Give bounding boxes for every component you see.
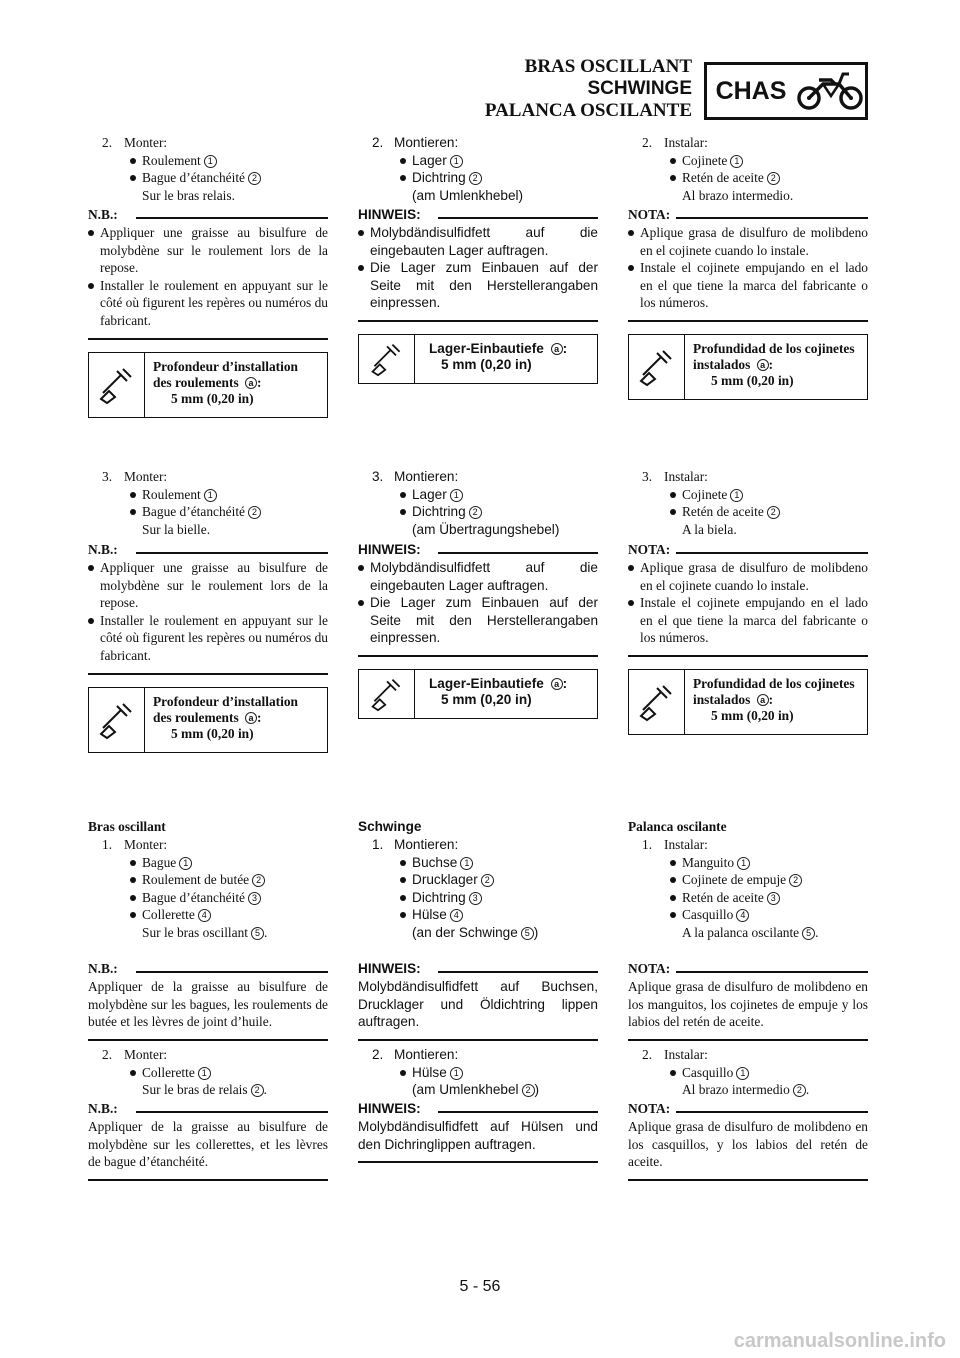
es-step-5: 2. Instalar: Casquillo 1 Al brazo intermedio 2 . <box>628 1046 868 1099</box>
list-item: Dichtring 2 <box>398 503 598 521</box>
list-item: Roulement 1 <box>128 152 328 170</box>
fr-note-4: N.B.: Appliquer de la graisse au bisulfure de molybdène sur les collerettes, et les lèvres de bague d’étanchéité. <box>88 1100 328 1181</box>
fr-step-4: 1. Monter: Bague 1 Roulement de butée 2 Bague d’étanchéité 3 Collerette 4 Sur le bras oscillant 5 . <box>88 836 328 942</box>
watermark: carmanualsonline.info <box>733 1330 946 1352</box>
title-de: SCHWINGE <box>587 78 692 99</box>
list-item: Hülse 1 <box>398 1064 598 1082</box>
es-step-2: 2. Instalar: Cojinete 1 Retén de aceite 2 Al brazo intermedio. <box>628 134 868 204</box>
title-es: PALANCA OSCILANTE <box>484 100 692 121</box>
wrench-spec-icon <box>359 670 415 718</box>
wrench-spec-icon <box>629 335 685 399</box>
list-item: Hülse 4 <box>398 906 598 924</box>
es-note-2: NOTA: Aplique grasa de disulfuro de molibdeno en el cojinete cuando lo instale. Instale el cojinete empujando en el lado en el que tiene la marca del fabricante o los números. <box>628 541 868 657</box>
wrench-spec-icon <box>629 670 685 734</box>
list-item: Retén de aceite 3 <box>668 889 868 907</box>
fr-note-2: N.B.: Appliquer une graisse au bisulfure de molybdène sur le roulement lors de la repose. Installer le roulement en appuyant sur le côté où figurent les repères ou numéros du fabricant. <box>88 541 328 675</box>
list-item: Bague d’étanchéité 2 <box>128 169 328 187</box>
list-item: Bague d’étanchéité 3 <box>128 889 328 907</box>
list-item: Dichtring 2 <box>398 169 598 187</box>
de-step-2: 2. Montieren: Lager 1 Dichtring 2 (am Umlenkhebel) <box>358 134 598 204</box>
fr-step-3: 3. Monter: Roulement 1 Bague d’étanchéité 2 Sur la bielle. <box>88 468 328 538</box>
section-code: CHAS <box>715 76 787 105</box>
de-note-3: HINWEIS: Molybdändisulfidfett auf Buchsen, Drucklager und Öldichtring lippen auftragen. <box>358 960 598 1041</box>
list-item: Roulement 1 <box>128 486 328 504</box>
section-badge <box>704 62 868 120</box>
fr-section-title: Bras oscillant <box>88 819 166 834</box>
title-fr: BRAS OSCILLANT <box>524 56 692 77</box>
de-section-title: Schwinge <box>358 819 422 834</box>
es-section-title: Palanca oscilante <box>628 819 727 834</box>
de-step-5: 2. Montieren: Hülse 1 (am Umlenkhebel 2 ) <box>358 1046 598 1099</box>
list-item: Cojinete 1 <box>668 486 868 504</box>
es-step-4: 1. Instalar: Manguito 1 Cojinete de empuje 2 Retén de aceite 3 Casquillo 4 A la palanca oscilante 5 . <box>628 836 868 942</box>
de-note-2: HINWEIS: Molybdändisulfidfett auf die eingebauten Lager auftragen. Die Lager zum Einbauen auf der Seite mit den Herstellerangaben einpressen. <box>358 541 598 657</box>
list-item: Roulement de butée 2 <box>128 871 328 889</box>
fr-step-2: 2. Monter: Roulement 1 Bague d’étanchéité 2 Sur le bras relais. <box>88 134 328 204</box>
list-item: Buchse 1 <box>398 854 598 872</box>
list-item: Retén de aceite 2 <box>668 169 868 187</box>
list-item: Cojinete 1 <box>668 152 868 170</box>
es-note-4: NOTA: Aplique grasa de disulfuro de molibdeno en los casquillos, y los labios del retén de aceite. <box>628 1100 868 1181</box>
de-step-4: 1. Montieren: Buchse 1 Drucklager 2 Dichtring 3 Hülse 4 (an der Schwinge 5 ) <box>358 836 598 942</box>
list-item: Casquillo 1 <box>668 1064 868 1082</box>
es-note-3: NOTA: Aplique grasa de disulfuro de molibdeno en los manguitos, los cojinetes de empuje y los labios del retén de aceite. <box>628 960 868 1041</box>
header-titles <box>485 56 692 122</box>
es-note-1: NOTA: Aplique grasa de disulfuro de molibdeno en el cojinete cuando lo instale. Instale el cojinete empujando en el lado en el que tiene la marca del fabricante o los números. <box>628 206 868 322</box>
list-item: Lager 1 <box>398 486 598 504</box>
de-spec-box-2: Lager-Einbautiefe a : 5 mm (0,20 in) <box>358 669 598 719</box>
wrench-spec-icon <box>359 335 415 383</box>
fr-note-3: N.B.: Appliquer de la graisse au bisulfure de molybdène sur les bagues, les roulements de butée et les lèvres de joint d’huile. <box>88 960 328 1041</box>
de-step-3: 3. Montieren: Lager 1 Dichtring 2 (am Übertragungshebel) <box>358 468 598 538</box>
es-spec-box-1: Profundidad de los cojinetes instalados a : 5 mm (0,20 in) <box>628 334 868 400</box>
list-item: Cojinete de empuje 2 <box>668 871 868 889</box>
wrench-spec-icon <box>89 688 145 752</box>
list-item: Dichtring 3 <box>398 889 598 907</box>
de-note-4: HINWEIS: Molybdändisulfidfett auf Hülsen und den Dichringlippen auftragen. <box>358 1100 598 1163</box>
es-spec-box-2: Profundidad de los cojinetes instalados a : 5 mm (0,20 in) <box>628 669 868 735</box>
list-item: Retén de aceite 2 <box>668 503 868 521</box>
page-number: 5 - 56 <box>459 1278 501 1295</box>
list-item: Casquillo 4 <box>668 906 868 924</box>
list-item: Lager 1 <box>398 152 598 170</box>
de-note-1: HINWEIS: Molybdändisulfidfett auf die eingebauten Lager auftragen. Die Lager zum Einbauen auf der Seite mit den Herstellerangaben einpressen. <box>358 206 598 322</box>
list-item: Collerette 4 <box>128 906 328 924</box>
fr-spec-box-1: Profondeur d’installation des roulements a : 5 mm (0,20 in) <box>88 352 328 418</box>
wrench-spec-icon <box>89 353 145 417</box>
list-item: Manguito 1 <box>668 854 868 872</box>
es-step-3: 3. Instalar: Cojinete 1 Retén de aceite 2 A la biela. <box>628 468 868 538</box>
fr-note-1: N.B.: Appliquer une graisse au bisulfure de molybdène sur le roulement lors de la repose. Installer le roulement en appuyant sur le côté où figurent les repères ou numéros du fabricant. <box>88 206 328 340</box>
list-item: Drucklager 2 <box>398 871 598 889</box>
fr-spec-box-2: Profondeur d’installation des roulements a : 5 mm (0,20 in) <box>88 687 328 753</box>
de-spec-box-1: Lager-Einbautiefe a : 5 mm (0,20 in) <box>358 334 598 384</box>
fr-step-5: 2. Monter: Collerette 1 Sur le bras de relais 2 . <box>88 1046 328 1099</box>
list-item: Bague d’étanchéité 2 <box>128 503 328 521</box>
list-item: Collerette 1 <box>128 1064 328 1082</box>
list-item: Bague 1 <box>128 854 328 872</box>
motorcycle-icon <box>795 65 865 117</box>
